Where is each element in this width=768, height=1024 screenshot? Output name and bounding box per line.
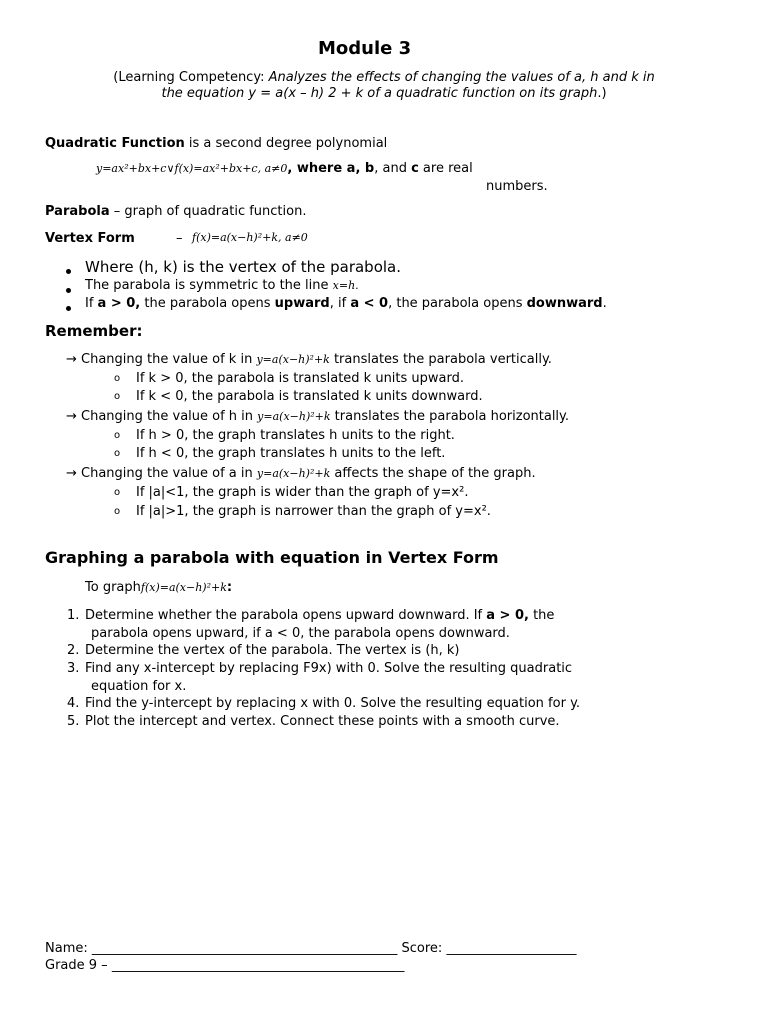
to-graph-colon: : [226,580,233,595]
bullet-symmetric-eq: x=h. [332,279,359,292]
change-k-sub-2: If k < 0, the parabola is translated k units downward. [136,389,483,404]
page-title: Module 3 [318,38,412,59]
quadratic-ab: a, b [346,161,375,176]
change-h-pre: → Changing the value of h in [66,409,258,424]
bullet-opens-text-2: , the parabola opens [388,296,527,311]
bullet-if: , if [329,296,351,311]
change-h-sub-2: If h < 0, the graph translates h units to the left. [136,446,446,461]
bullet-marker: o [114,506,121,517]
bullet-a-positive: a > 0, [97,296,141,311]
step-4: Find the y-intercept by replacing x with 0. Solve the resulting equation for y. [85,696,581,711]
change-a-pre: → Changing the value of a in [66,466,257,481]
bullet-a-negative: a < 0 [350,296,389,311]
bullet-marker: o [114,448,121,459]
vertex-form-term: Vertex Form [45,231,135,246]
bullet-dot-3 [66,301,71,316]
quadratic-c: c [411,161,419,176]
bullet-opens-text: the parabola opens [140,296,275,311]
bullet-period: . [602,296,607,311]
bullet-opens [85,296,607,311]
change-h-post: translates the parabola horizontally. [330,409,570,424]
footer-grade-row [45,958,404,973]
change-h-sub-1: If h > 0, the graph translates h units to the right. [136,428,455,443]
step-1-text: Determine whether the parabola opens upward downward. If [85,608,487,623]
step-5: Plot the intercept and vertex. Connect these points with a smooth curve. [85,714,560,729]
step-1-tail: the [528,608,555,623]
bullet-marker: o [114,430,121,441]
step-1 [85,608,554,623]
bullet-marker: o [114,391,121,402]
name-line[interactable]: _______________________________________________ [91,941,398,956]
name-label: Name: [45,941,92,956]
to-graph-eq: f(x)=a(x−h)²+k [140,581,227,594]
bullet-marker: o [114,373,121,384]
competency-text: Analyzes the effects of changing the values of a, h and k in [268,70,655,85]
change-a-post: affects the shape of the graph. [330,466,536,481]
quadratic-where: , where [287,161,347,176]
step-1-bold: a > 0, [486,608,529,623]
change-a-eq: y=a(x−h)²+k [256,467,331,480]
change-h-eq: y=a(x−h)²+k [257,410,331,423]
parabola-definition [45,204,306,219]
step-2-num: 2. [67,643,80,658]
parabola-def: – graph of quadratic function. [109,204,307,219]
competency-suffix: .) [597,86,607,101]
bullet-marker: o [114,487,121,498]
step-3: Find any x-intercept by replacing F9x) with 0. Solve the resulting quadratic [85,661,573,676]
quadratic-formula-line [96,161,473,176]
vertex-form-line [45,231,135,246]
bullet-dot-1 [66,264,71,279]
step-2: Determine the vertex of the parabola. The vertex is (h, k) [85,643,460,658]
step-5-num: 5. [67,714,80,729]
quadratic-tail-2: numbers. [486,179,548,194]
grade-label: Grade 9 – [45,958,112,973]
to-graph-line [85,580,232,595]
competency-line-2 [0,86,768,101]
quadratic-def: is a second degree polynomial [184,136,388,151]
remember-heading: Remember: [45,322,143,340]
competency-prefix: (Learning Competency: [113,70,269,85]
grade-line[interactable]: _____________________________________________ [111,958,405,973]
change-k-eq: y=a(x−h)²+k [256,353,330,366]
vertex-form-dash: – [176,231,183,246]
step-1-num: 1. [67,608,80,623]
to-graph-pre: To graph [85,580,141,595]
score-line[interactable]: ____________________ [446,941,577,956]
score-label: Score: [397,941,447,956]
quadratic-and: , and [374,161,412,176]
bullet-symmetric [85,278,359,293]
change-a-sub-1: If |a|<1, the graph is wider than the graph of y=x². [136,485,469,500]
bullet-dot-2 [66,283,71,298]
bullet-symmetric-text: The parabola is symmetric to the line [85,278,333,293]
graphing-heading: Graphing a parabola with equation in Vertex Form [45,548,499,567]
quadratic-definition [45,136,387,151]
change-h [66,409,569,424]
competency-text-2: the equation y = a(x – h) 2 + k of a quadratic function on its graph [161,86,598,101]
step-4-num: 4. [67,696,80,711]
vertex-form-formula: f(x)=a(x−h)²+k, a≠0 [192,231,308,244]
competency-line-1 [0,70,768,85]
change-k-post: translates the parabola vertically. [329,352,552,367]
step-3-num: 3. [67,661,80,676]
quadratic-term: Quadratic Function [45,136,185,151]
bullet-downward: downward [526,296,603,311]
change-k-sub-1: If k > 0, the parabola is translated k units upward. [136,371,465,386]
change-k-pre: → Changing the value of k in [66,352,257,367]
change-a [66,466,536,481]
bullet-upward: upward [274,296,330,311]
step-1-line-2: parabola opens upward, if a < 0, the parabola opens downward. [91,626,510,641]
step-3-line-2: equation for x. [91,679,187,694]
bullet-opens-if: If [85,296,98,311]
change-k [66,352,552,367]
quadratic-formula: y=ax²+bx+c∨f(x)=ax²+bx+c, a≠0 [96,162,288,175]
footer-name-row [45,941,576,956]
change-a-sub-2: If |a|>1, the graph is narrower than the graph of y=x². [136,504,491,519]
quadratic-tail: are real [418,161,473,176]
bullet-vertex: Where (h, k) is the vertex of the parabola. [85,258,402,276]
parabola-term: Parabola [45,204,110,219]
